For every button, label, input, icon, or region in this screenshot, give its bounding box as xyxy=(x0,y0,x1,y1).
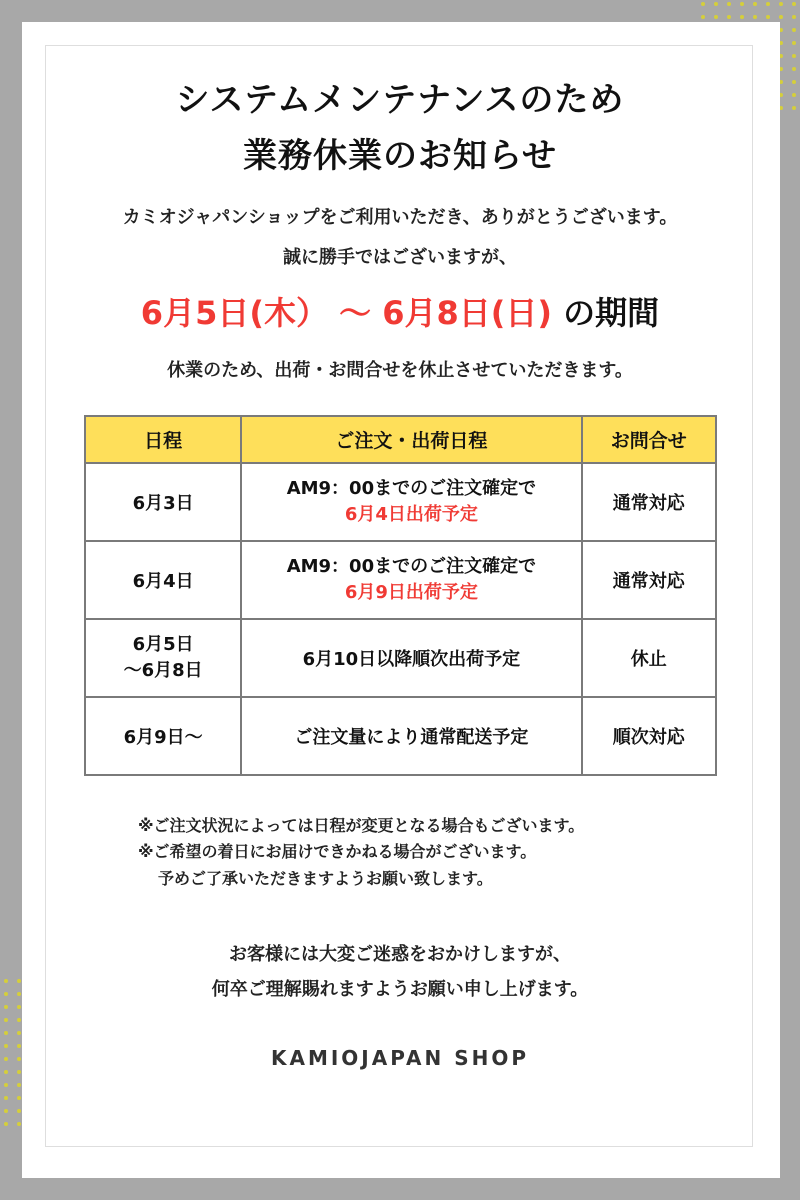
order-cutoff: AM9：00までのご注文確定で xyxy=(286,477,537,499)
shipping-date: 6月4日出荷予定 xyxy=(344,504,478,525)
row-inquiry: 順次対応 xyxy=(582,697,717,775)
row-order-info: 6月10日以降順次出荷予定 xyxy=(241,619,581,697)
table-row xyxy=(85,697,716,775)
table-header-row xyxy=(85,416,716,463)
header-order-shipping: ご注文・出荷日程 xyxy=(241,416,581,463)
closing-line-2: 何卒ご理解賜れますようお願い申し上げます。 xyxy=(211,979,589,1000)
row-date: 6月4日 xyxy=(85,541,241,619)
row-date-range xyxy=(85,619,241,697)
suspension-notice: 休業のため、出荷・お問合せを休止させていただきます。 xyxy=(167,360,633,381)
note-line-3: 予めご了承いただきますようお願い致します。 xyxy=(158,869,493,888)
intro-line-1: カミオジャパンショップをご利用いただき、ありがとうございます。 xyxy=(122,207,678,228)
row-order-info xyxy=(241,463,581,541)
closure-dates: 6月5日(木） ～ 6月8日(日) xyxy=(140,294,553,332)
row-inquiry: 通常対応 xyxy=(582,463,717,541)
closure-period xyxy=(0,288,800,334)
row-inquiry: 通常対応 xyxy=(582,541,717,619)
header-date: 日程 xyxy=(85,416,241,463)
row-order-info xyxy=(241,541,581,619)
closing-line-1: お客様には大変ご迷惑をおかけしますが、 xyxy=(229,944,571,965)
table-row xyxy=(85,541,716,619)
title-line-2: 業務休業のお知らせ xyxy=(243,136,557,176)
order-cutoff: AM9：00までのご注文確定で xyxy=(286,555,537,577)
row-date: 6月9日～ xyxy=(85,697,241,775)
table-row xyxy=(85,619,716,697)
note-line-1: ※ご注文状況によっては日程が変更となる場合もございます。 xyxy=(138,816,585,835)
intro-line-2: 誠に勝手ではございますが、 xyxy=(283,247,517,268)
header-inquiry: お問合せ xyxy=(582,416,717,463)
schedule-table xyxy=(84,415,717,776)
date-range-start: 6月5日 xyxy=(132,633,194,655)
row-date: 6月3日 xyxy=(85,463,241,541)
closure-period-suffix: の期間 xyxy=(563,294,660,332)
brand-logo: KAMIOJAPAN SHOP xyxy=(270,1046,530,1070)
date-range-end: ～6月8日 xyxy=(123,660,203,681)
shipping-date: 6月9日出荷予定 xyxy=(344,582,478,603)
row-inquiry: 休止 xyxy=(582,619,717,697)
row-order-info: ご注文量により通常配送予定 xyxy=(241,697,581,775)
note-line-2: ※ご希望の着日にお届けできかねる場合がございます。 xyxy=(138,842,537,861)
title-line-1: システムメンテナンスのため xyxy=(175,80,625,120)
table-row xyxy=(85,463,716,541)
